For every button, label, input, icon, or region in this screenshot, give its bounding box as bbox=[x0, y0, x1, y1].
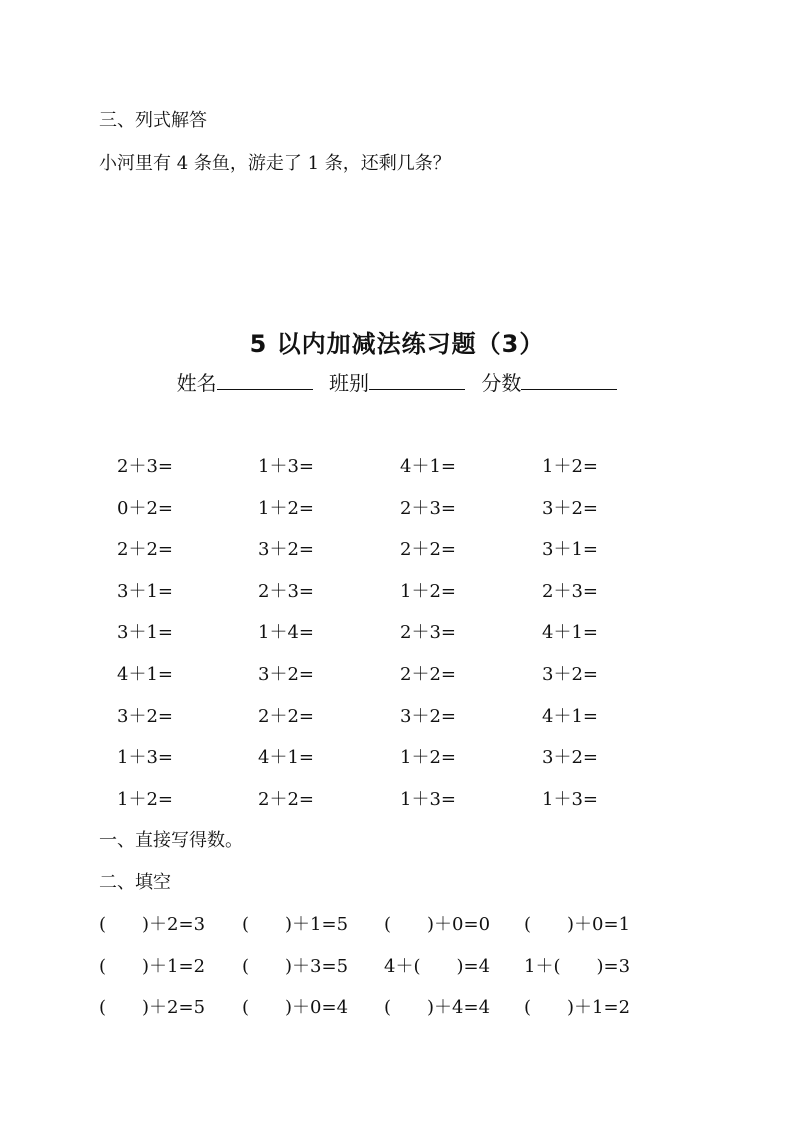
class-label: 班别 bbox=[329, 371, 369, 395]
equation-item: 1＋2= bbox=[542, 456, 598, 477]
fill-blank-item[interactable]: ( )＋1=5 bbox=[242, 914, 349, 935]
fill-blank-item[interactable]: ( )＋1=2 bbox=[524, 997, 631, 1018]
equation-item: 1＋2= bbox=[258, 498, 314, 519]
equation-item: 2＋2= bbox=[258, 789, 314, 810]
section-heading-1: 一、直接写得数。 bbox=[99, 830, 243, 851]
equation-item: 1＋2= bbox=[400, 747, 456, 768]
equation-item: 4＋1= bbox=[542, 622, 598, 643]
equation-item: 3＋2= bbox=[258, 539, 314, 560]
equation-item: 2＋2= bbox=[258, 706, 314, 727]
fill-blank-item[interactable]: ( )＋3=5 bbox=[242, 956, 349, 977]
equation-item: 2＋3= bbox=[542, 581, 598, 602]
fill-blank-item[interactable]: ( )＋0=0 bbox=[384, 914, 491, 935]
fill-blank-item[interactable]: ( )＋1=2 bbox=[99, 956, 206, 977]
fill-blank-item[interactable]: 4＋( )=4 bbox=[384, 956, 491, 977]
name-field bbox=[177, 371, 313, 395]
equation-item: 1＋4= bbox=[258, 622, 314, 643]
name-label: 姓名 bbox=[176, 371, 217, 395]
equation-item: 3＋1= bbox=[117, 622, 173, 643]
name-blank[interactable] bbox=[217, 371, 313, 390]
fill-blank-item[interactable]: ( )＋2=5 bbox=[99, 997, 206, 1018]
equation-item: 2＋2= bbox=[117, 539, 173, 560]
equation-item: 1＋3= bbox=[542, 789, 598, 810]
equation-item: 3＋2= bbox=[117, 706, 173, 727]
section-heading-3: 三、列式解答 bbox=[99, 110, 207, 131]
equation-item: 2＋3= bbox=[258, 581, 314, 602]
equation-item: 2＋3= bbox=[117, 456, 173, 477]
fill-blank-item[interactable]: 1＋( )=3 bbox=[524, 956, 631, 977]
word-problem: 小河里有 4 条鱼，游走了 1 条，还剩几条？ bbox=[99, 153, 451, 174]
section-heading-2: 二、填空 bbox=[99, 872, 171, 893]
equation-item: 3＋2= bbox=[400, 706, 456, 727]
student-info-row bbox=[0, 367, 794, 396]
fill-blank-item[interactable]: ( )＋2=3 bbox=[99, 914, 206, 935]
score-blank[interactable] bbox=[521, 371, 617, 390]
equation-item: 2＋3= bbox=[400, 498, 456, 519]
equation-item: 1＋3= bbox=[117, 747, 173, 768]
equation-item: 4＋1= bbox=[400, 456, 456, 477]
equation-item: 4＋1= bbox=[542, 706, 598, 727]
class-blank[interactable] bbox=[369, 371, 465, 390]
equation-item: 2＋2= bbox=[400, 539, 456, 560]
equation-item: 3＋2= bbox=[258, 664, 314, 685]
equation-item: 3＋1= bbox=[542, 539, 598, 560]
equation-item: 1＋3= bbox=[258, 456, 314, 477]
fill-blank-item[interactable]: ( )＋0=4 bbox=[242, 997, 349, 1018]
equation-item: 3＋2= bbox=[542, 664, 598, 685]
equation-item: 2＋2= bbox=[400, 664, 456, 685]
score-field bbox=[481, 371, 617, 395]
equation-item: 1＋2= bbox=[117, 789, 173, 810]
worksheet-title: 5 以内加减法练习题（3） bbox=[249, 330, 545, 358]
score-label: 分数 bbox=[481, 371, 522, 395]
equation-item: 0＋2= bbox=[117, 498, 173, 519]
fill-blank-item[interactable]: ( )＋4=4 bbox=[384, 997, 491, 1018]
class-field bbox=[329, 371, 465, 395]
equation-item: 2＋3= bbox=[400, 622, 456, 643]
equation-item: 3＋2= bbox=[542, 747, 598, 768]
equation-item: 1＋3= bbox=[400, 789, 456, 810]
equation-item: 1＋2= bbox=[400, 581, 456, 602]
equation-item: 4＋1= bbox=[258, 747, 314, 768]
equation-item: 3＋1= bbox=[117, 581, 173, 602]
equation-item: 4＋1= bbox=[117, 664, 173, 685]
equation-item: 3＋2= bbox=[542, 498, 598, 519]
fill-blank-item[interactable]: ( )＋0=1 bbox=[524, 914, 631, 935]
